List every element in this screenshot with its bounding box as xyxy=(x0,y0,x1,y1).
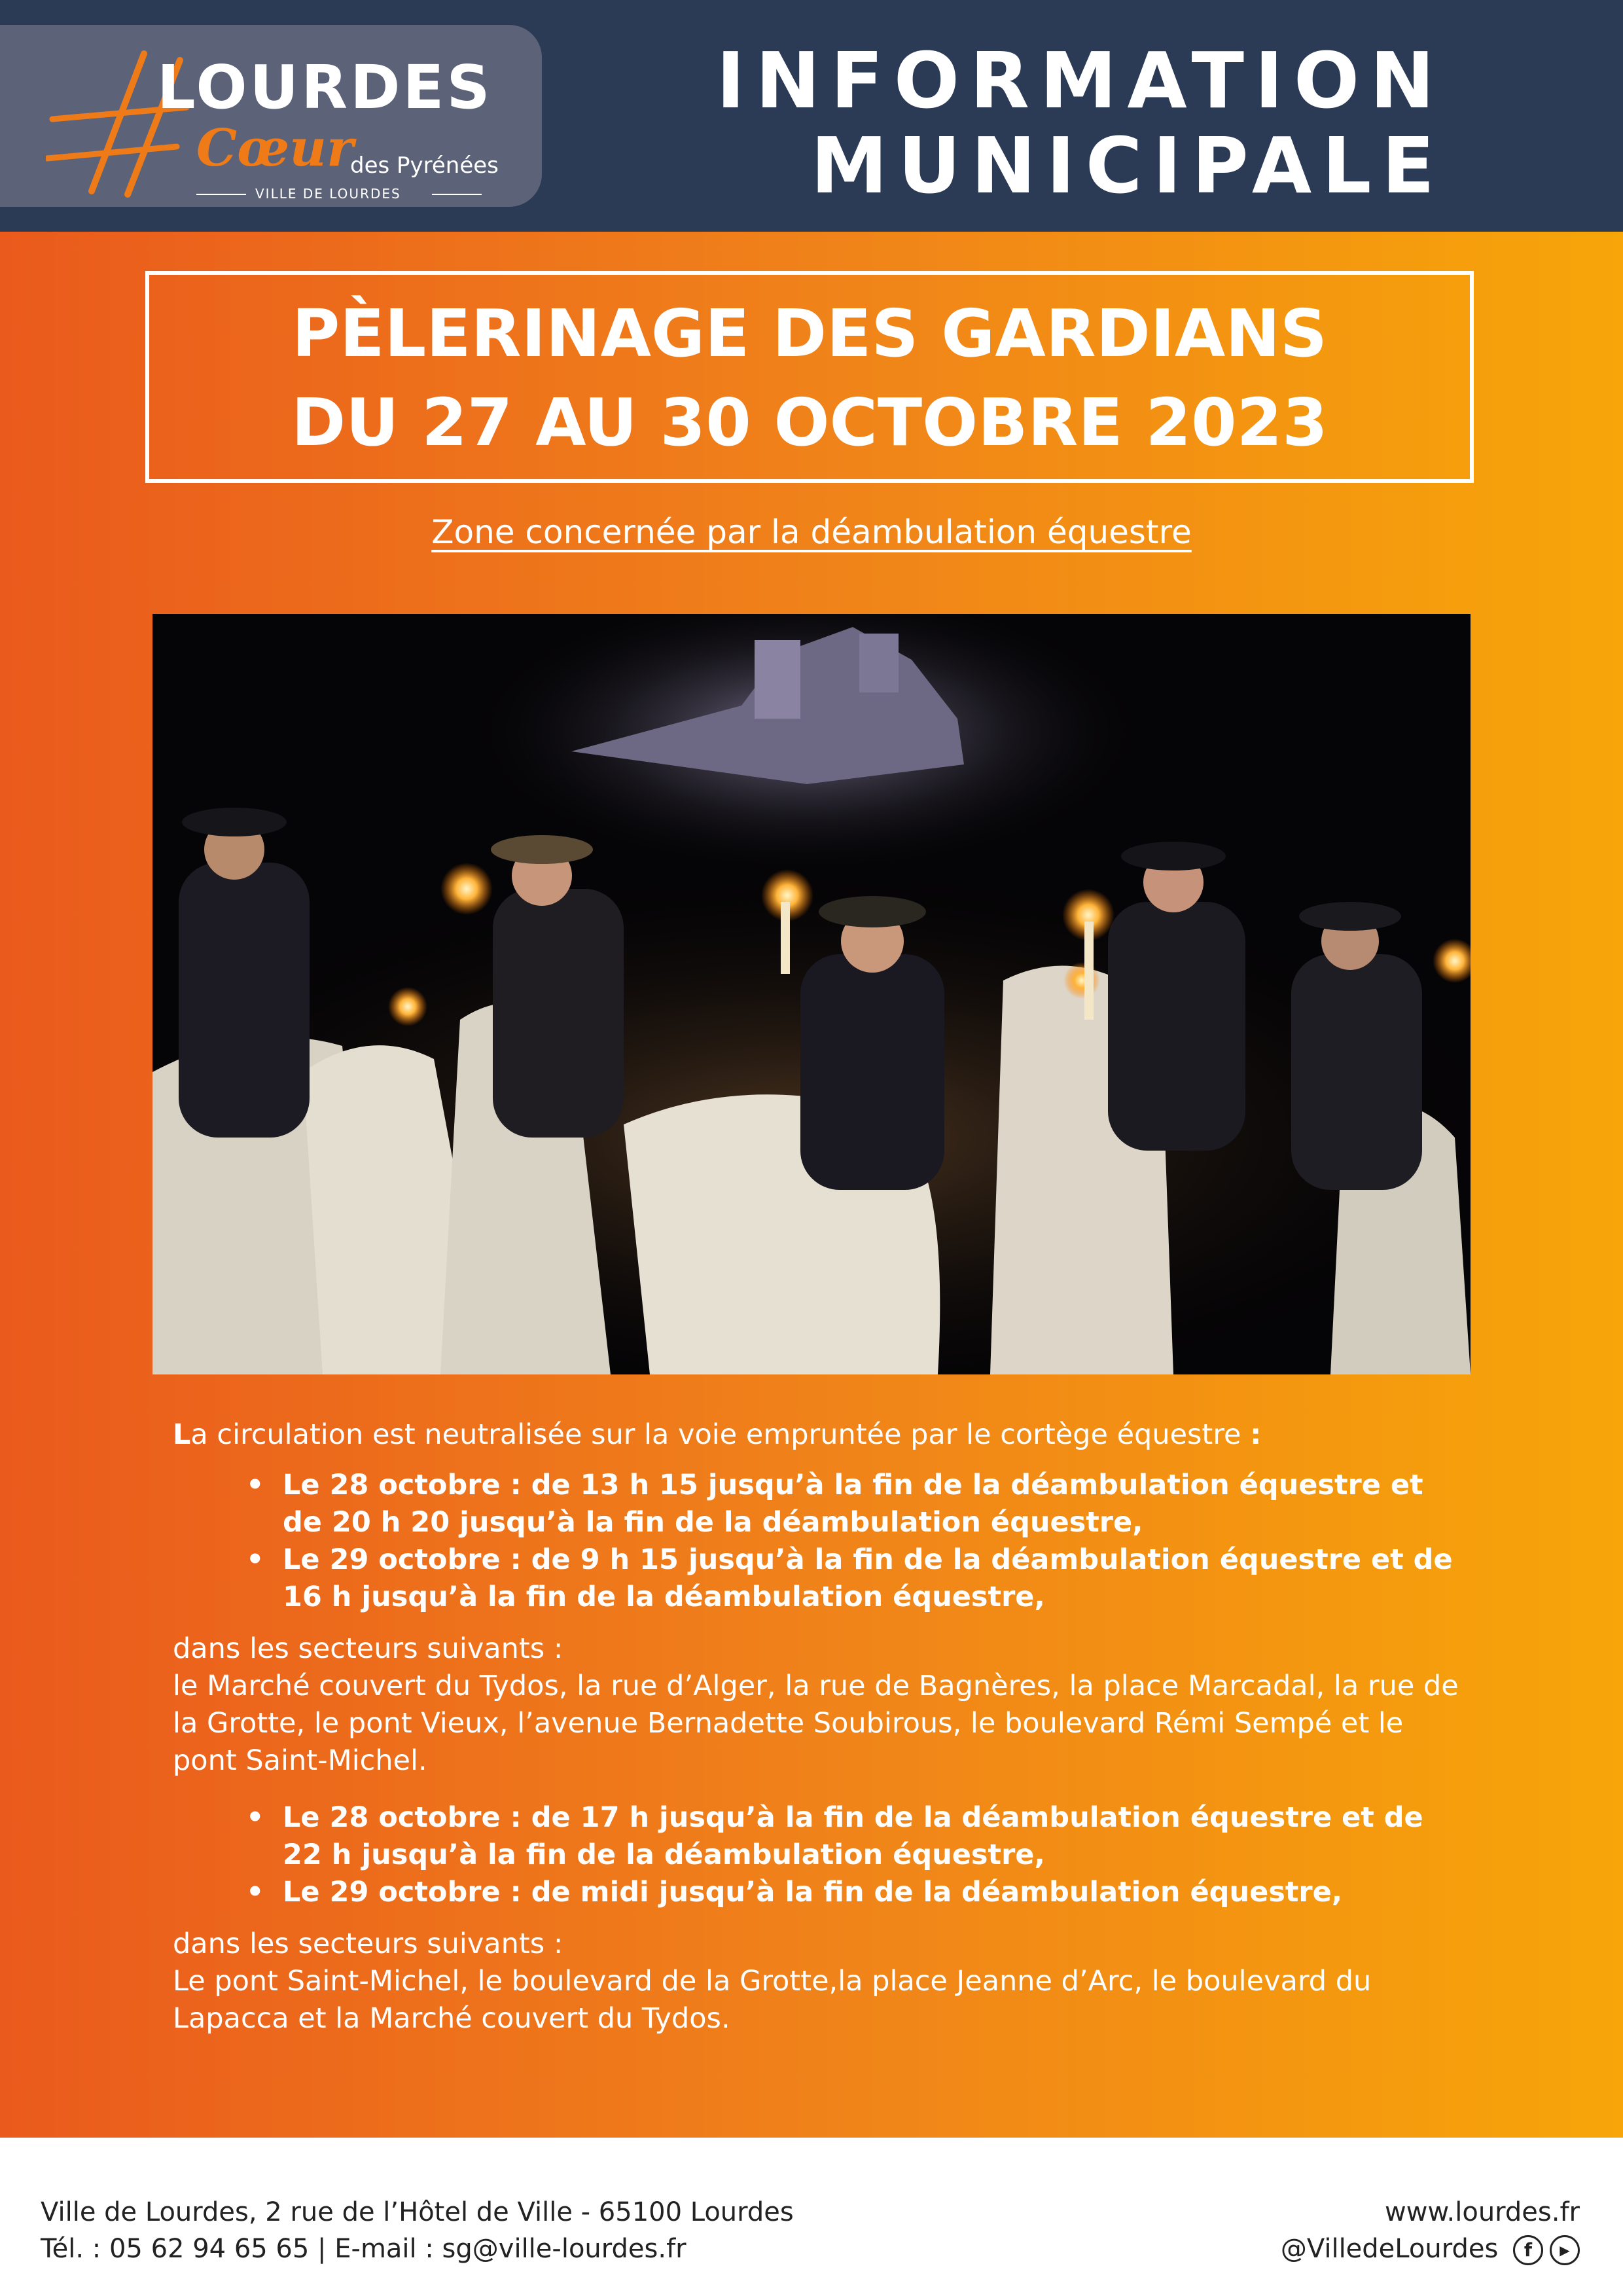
header-title-line2: MUNICIPALE xyxy=(810,120,1445,211)
sectors-label: dans les secteurs suivants : xyxy=(173,1928,563,1960)
website-link[interactable]: www.lourdes.fr xyxy=(1385,2197,1580,2227)
intro-text: a circulation est neutralisée sur la voie empruntée par le cortège équestre xyxy=(190,1418,1251,1451)
schedule-item: • Le 28 octobre : de 13 h 15 jusqu’à la fin de la déambulation équestre et de 20 h 20 jusqu’à la fin de la déambulation équestre, xyxy=(283,1467,1469,1541)
event-title-box xyxy=(145,271,1474,483)
traffic-notice xyxy=(173,1416,1469,2037)
footer-address: Ville de Lourdes, 2 rue de l’Hôtel de Ville - 65100 Lourdes xyxy=(41,2197,794,2227)
notice-intro xyxy=(173,1416,1469,1454)
procession-photo xyxy=(152,614,1471,1374)
footer-web xyxy=(1281,2194,1580,2267)
social-handle[interactable]: @VilledeLourdes xyxy=(1280,2234,1499,2264)
logo-name: LOURDES xyxy=(157,52,493,122)
schedule-list-2 xyxy=(173,1799,1469,1911)
footer xyxy=(0,2138,1623,2296)
logo-subline: VILLE DE LOURDES xyxy=(255,186,401,202)
header-title xyxy=(463,35,1445,211)
schedule-item: • Le 29 octobre : de midi jusqu’à la fin de la déambulation équestre, xyxy=(283,1874,1469,1911)
schedule-list-1 xyxy=(173,1467,1469,1616)
logo-divider-left xyxy=(196,194,246,195)
event-title-line1: PÈLERINAGE DES GARDIANS xyxy=(291,295,1328,372)
night-procession-illustration xyxy=(152,614,1471,1374)
footer-contact xyxy=(41,2194,794,2267)
event-title-line2: DU 27 AU 30 OCTOBRE 2023 xyxy=(291,384,1328,461)
main-panel xyxy=(0,232,1623,2138)
schedule-item: • Le 29 octobre : de 9 h 15 jusqu’à la fin de la déambulation équestre et de 16 h jusqu’à la fin de la déambulation équestre, xyxy=(283,1541,1469,1616)
social-row xyxy=(1281,2231,1580,2267)
footer-phone-email[interactable]: Tél. : 05 62 94 65 65 | E-mail : sg@ville-lourdes.fr xyxy=(41,2234,687,2264)
social-icons xyxy=(1513,2235,1580,2265)
sectors-label: dans les secteurs suivants : xyxy=(173,1632,563,1665)
youtube-icon[interactable]: ▶ xyxy=(1550,2235,1580,2265)
intro-colon: : xyxy=(1250,1418,1262,1451)
lourdes-logo[interactable] xyxy=(0,25,542,207)
sectors-list: le Marché couvert du Tydos, la rue d’Alger, la rue de Bagnères, la place Marcadal, la rue de la Grotte, le pont Vieux, l’avenue Bernadette Soubirous, le boulevard Rémi Sempé et le pont Saint-Michel. xyxy=(173,1670,1459,1777)
logo-tagline-rest: des Pyrénées xyxy=(350,152,499,179)
header-band xyxy=(0,0,1623,232)
zone-subtitle: Zone concernée par la déambulation équestre xyxy=(431,513,1192,551)
facebook-icon[interactable]: f xyxy=(1513,2235,1543,2265)
header-title-line1: INFORMATION xyxy=(716,35,1445,126)
logo-tagline-script: Cœur xyxy=(196,118,354,178)
intro-dropcap: L xyxy=(173,1418,191,1451)
schedule-item: • Le 28 octobre : de 17 h jusqu’à la fin de la déambulation équestre et de 22 h jusqu’à la fin de la déambulation équestre, xyxy=(283,1799,1469,1874)
sectors-list: Le pont Saint-Michel, le boulevard de la Grotte,la place Jeanne d’Arc, le boulevard du Lapacca et la Marché couvert du Tydos. xyxy=(173,1965,1372,2035)
